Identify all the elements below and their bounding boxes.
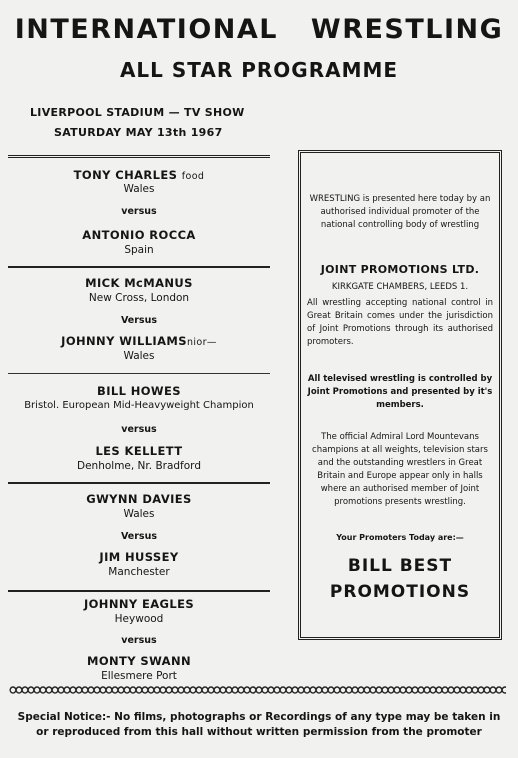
intro-text: WRESTLING is presented here today by an authorised individual promoter of the national controlling body of wrestling [309, 194, 491, 230]
handwritten-note: nior— [186, 337, 217, 348]
versus-label: versus [121, 206, 157, 217]
fighter-origin: Spain [124, 244, 154, 256]
bout-2 [8, 276, 270, 372]
fighter-name: JIM HUSSEY [99, 550, 179, 564]
divider [8, 373, 270, 374]
fighter-name: LES KELLETT [95, 444, 183, 458]
versus-label: versus [121, 424, 157, 435]
divider [8, 266, 270, 268]
fighter-origin: Manchester [108, 566, 170, 578]
fighter-name: MICK McMANUS [85, 276, 193, 290]
programme-subtitle: ALL STAR PROGRAMME [119, 58, 399, 82]
special-notice: Special Notice:- No films, photographs or Recordings of any type may be taken in or reproduced from this hall without written permission from the promoter [17, 711, 501, 738]
divider [8, 590, 270, 592]
versus-label: Versus [120, 531, 158, 542]
fighter-name: ANTONIO ROCCA [82, 228, 196, 242]
fighter-name-text: JOHNNY WILLIAMS [61, 334, 187, 348]
fighter-name: MONTY SWANN [86, 654, 192, 668]
fighter-name [8, 334, 270, 348]
fighter-name-text: TONY CHARLES [73, 168, 178, 182]
versus-label: Versus [120, 315, 158, 326]
fighter-origin: Ellesmere Port [101, 670, 177, 682]
promoters-label: Your Promoters Today are:— [336, 533, 464, 542]
fighter-name: GWYNN DAVIES [86, 492, 192, 506]
promoter-company: PROMOTIONS [329, 582, 471, 602]
promoter-name: BILL BEST [347, 556, 453, 576]
authority-notice-box [298, 150, 502, 640]
fighter-origin: Heywood [114, 613, 164, 625]
company-address: KIRKGATE CHAMBERS, LEEDS 1. [331, 282, 469, 292]
fighter-origin: Wales [123, 350, 155, 362]
control-text: All wrestling accepting national control in Great Britain comes under the jurisdiction of Joint Promotions through its authorised promoters. [307, 298, 493, 347]
programme-title: INTERNATIONAL WRESTLING [14, 14, 504, 45]
fighter-name [8, 168, 270, 182]
fighter-origin: Wales [123, 508, 155, 520]
handwritten-note: food [181, 171, 205, 182]
fighter-name: BILL HOWES [97, 384, 181, 398]
event-date: SATURDAY MAY 13th 1967 [54, 126, 223, 139]
fighter-origin: Bristol. European Mid-Heavyweight Champion [24, 400, 254, 411]
divider [8, 482, 270, 484]
champions-text: The official Admiral Lord Mountevans champions at all weights, television stars and the outstanding wrestlers in Great Britain and Europe appear only in halls where an authorised member of Joint promotions presents wrestling. [312, 432, 488, 507]
televised-text: All televised wrestling is controlled by Joint Promotions and presented by it's members. [307, 374, 493, 410]
venue: LIVERPOOL STADIUM — TV SHOW [30, 106, 245, 119]
bout-5 [8, 597, 270, 687]
divider [8, 155, 270, 158]
fighter-origin: New Cross, London [88, 292, 190, 304]
chain-border [8, 686, 506, 694]
fighter-origin: Denholme, Nr. Bradford [77, 460, 201, 472]
bout-1 [8, 168, 270, 264]
bout-4 [8, 492, 270, 588]
bout-3 [8, 384, 270, 480]
company-name: JOINT PROMOTIONS LTD. [320, 263, 480, 276]
fighter-name: JOHNNY EAGLES [83, 597, 195, 611]
versus-label: versus [121, 635, 157, 646]
fighter-origin: Wales [123, 183, 155, 195]
